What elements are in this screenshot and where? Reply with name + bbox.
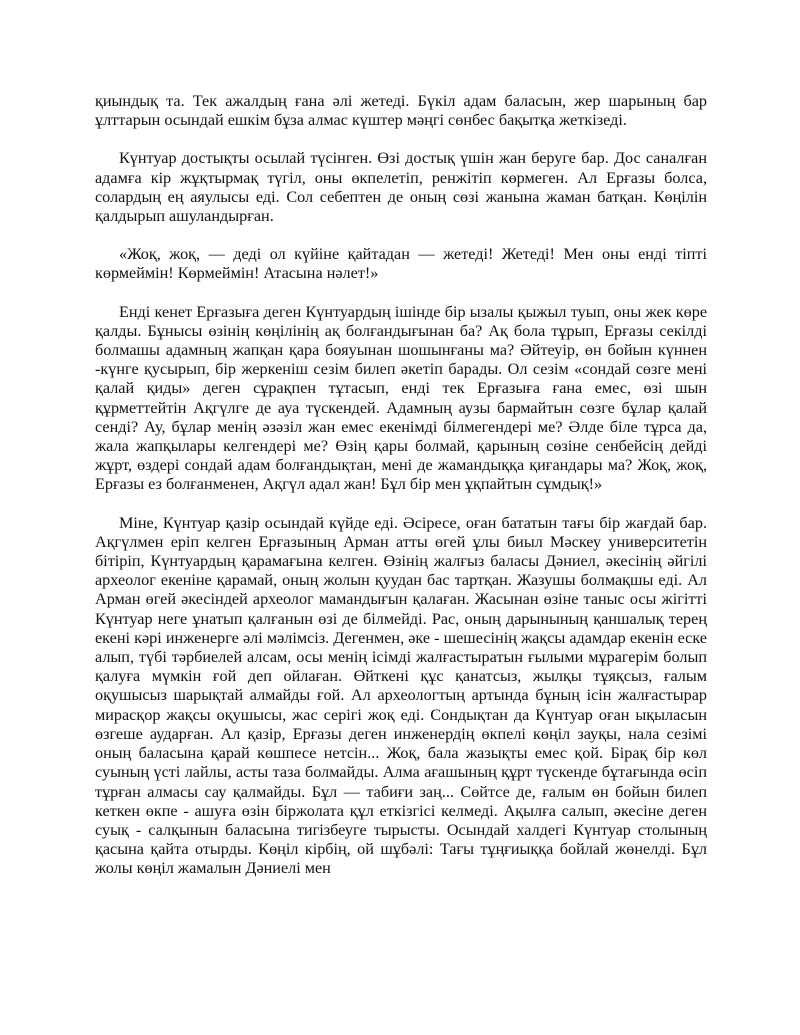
paragraph: Енді кенет Ерғазыға деген Күнтуардың ішінде бір ызалы қыжыл туып, оны жек көре қалды. Бұнысы өзінің көңілінің ақ болғандығынан ба? Ақ бола тұрып, Ерғазы секілді болмашы адамның жапқан қара бояуынан шошынғаны ма? Әйтеуір, өн бойын күннен -күнге қусырып, бір жеркеніш сезім билеп әкетіп барады. Ол сезім «сондай сөзге мені қалай қиды» деген сұрақпен тұтасып, енді тек Ерғазыға ғана емес, өзі шын құрметтейтін Ақгүлге де ауа түскендей. Адамның аузы бармайтын сөзге бұлар қалай сенді? Ау, бұлар менің әзәзіл жан емес екенімді білмегендері ме? Әлде біле тұрса да, жала жапқылары келгендері ме? Өзің қары болмай, қарының сөзіне сенбейсің дейді жұрт, өздері сондай адам болғандықтан, мені де жамандыққа қиғандары ма? Жоқ, жоқ, Ерғазы ез болғанменен, Ақгүл адал жан! Бұл бір мен ұқпайтын сұмдық!» (95, 302, 707, 494)
paragraph: Күнтуар достықты осылай түсінген. Өзі достық үшін жан беруге бар. Дос саналған адамға кір жұқтырмақ түгіл, оны өкпелетіп, ренжітіп көрмеген. Ал Ерғазы болса, солардың ең аяулысы еді. Сол себептен де оның сөзі жанына жаман батқан. Көңілін қалдырып ашуландырған. (95, 149, 707, 226)
document-page (95, 92, 707, 898)
paragraph: Міне, Күнтуар қазір осындай күйде еді. Әсіресе, оған бататын тағы бір жағдай бар. Ақгүлмен еріп келген Ерғазының Арман атты өгей ұлы биыл Мәскеу университетін бітіріп, Күнтуардың қарамағына келген. Өзінің жалғыз баласы Дәниел, әкесінің әйгілі археолог екеніне қарамай, оның жолын қуудан бас тартқан. Жазушы болмақшы еді. Ал Арман өгей әкесіндей археолог мамандығын қалаған. Жасынан өзіне таныс осы жігітті Күнтуар неге ұнатып қалғанын өзі де білмейді. Рас, оның дарынының қаншалық терең екені кәрі инженерге әлі мәлімсіз. Дегенмен, әке - шешесінің жақсы адамдар екенін еске алып, түбі тәрбиелей алсам, осы менің ісімді жалғастыратын ғылыми мұрагерім болып қалуға мүмкін ғой деп ойлаған. Өйткені құс қанатсыз, жылқы тұяқсыз, ғалым оқушысыз шарықтай алмайды ғой. Ал археологтың артында бұның ісін жалғастырар мирасқор жақсы оқушысы, жас серігі жоқ еді. Сондықтан да Күнтуар оған ықыласын өзгеше аударған. Ал қазір, Ерғазы деген инженердің өкпелі көңіл зауқы, нала сезімі оның баласына қарай көшпесе нетсін... Жоқ, бала жазықты емес қой. Бірақ бір көл суының үсті лайлы, асты таза болмайды. Алма ағашының құрт түскенде бұтағында өсіп тұрған алмасы сау қалмайды. Бұл — табиғи заң... Сөйтсе де, ғалым өн бойын билеп кеткен өкпе - ашуға өзін біржолата құл еткізгісі келмеді. Ақылға салып, әкесіне деген суық - салқынын баласына тигізбеуге тырысты. Осындай халдегі Күнтуар столының қасына қайта отырды. Көңіл кірбің, ой шұбәлі: Тағы тұңғиыққа бойлай жөнелді. Бұл жолы көңіл жамалын Дәниелі мен (95, 513, 707, 878)
paragraph: «Жоқ, жоқ, — деді ол күйіне қайтадан — жетеді! Жетеді! Мен оны енді тіпті көрмеймін! Көрмеймін! Атасына нәлет!» (95, 245, 707, 283)
paragraph: қиындық та. Тек ажалдың ғана әлі жетеді. Бүкіл адам баласын, жер шарының бар ұлттарын осындай ешкім бұза алмас күштер мәңгі сөнбес бақытқа жеткізеді. (95, 92, 707, 130)
